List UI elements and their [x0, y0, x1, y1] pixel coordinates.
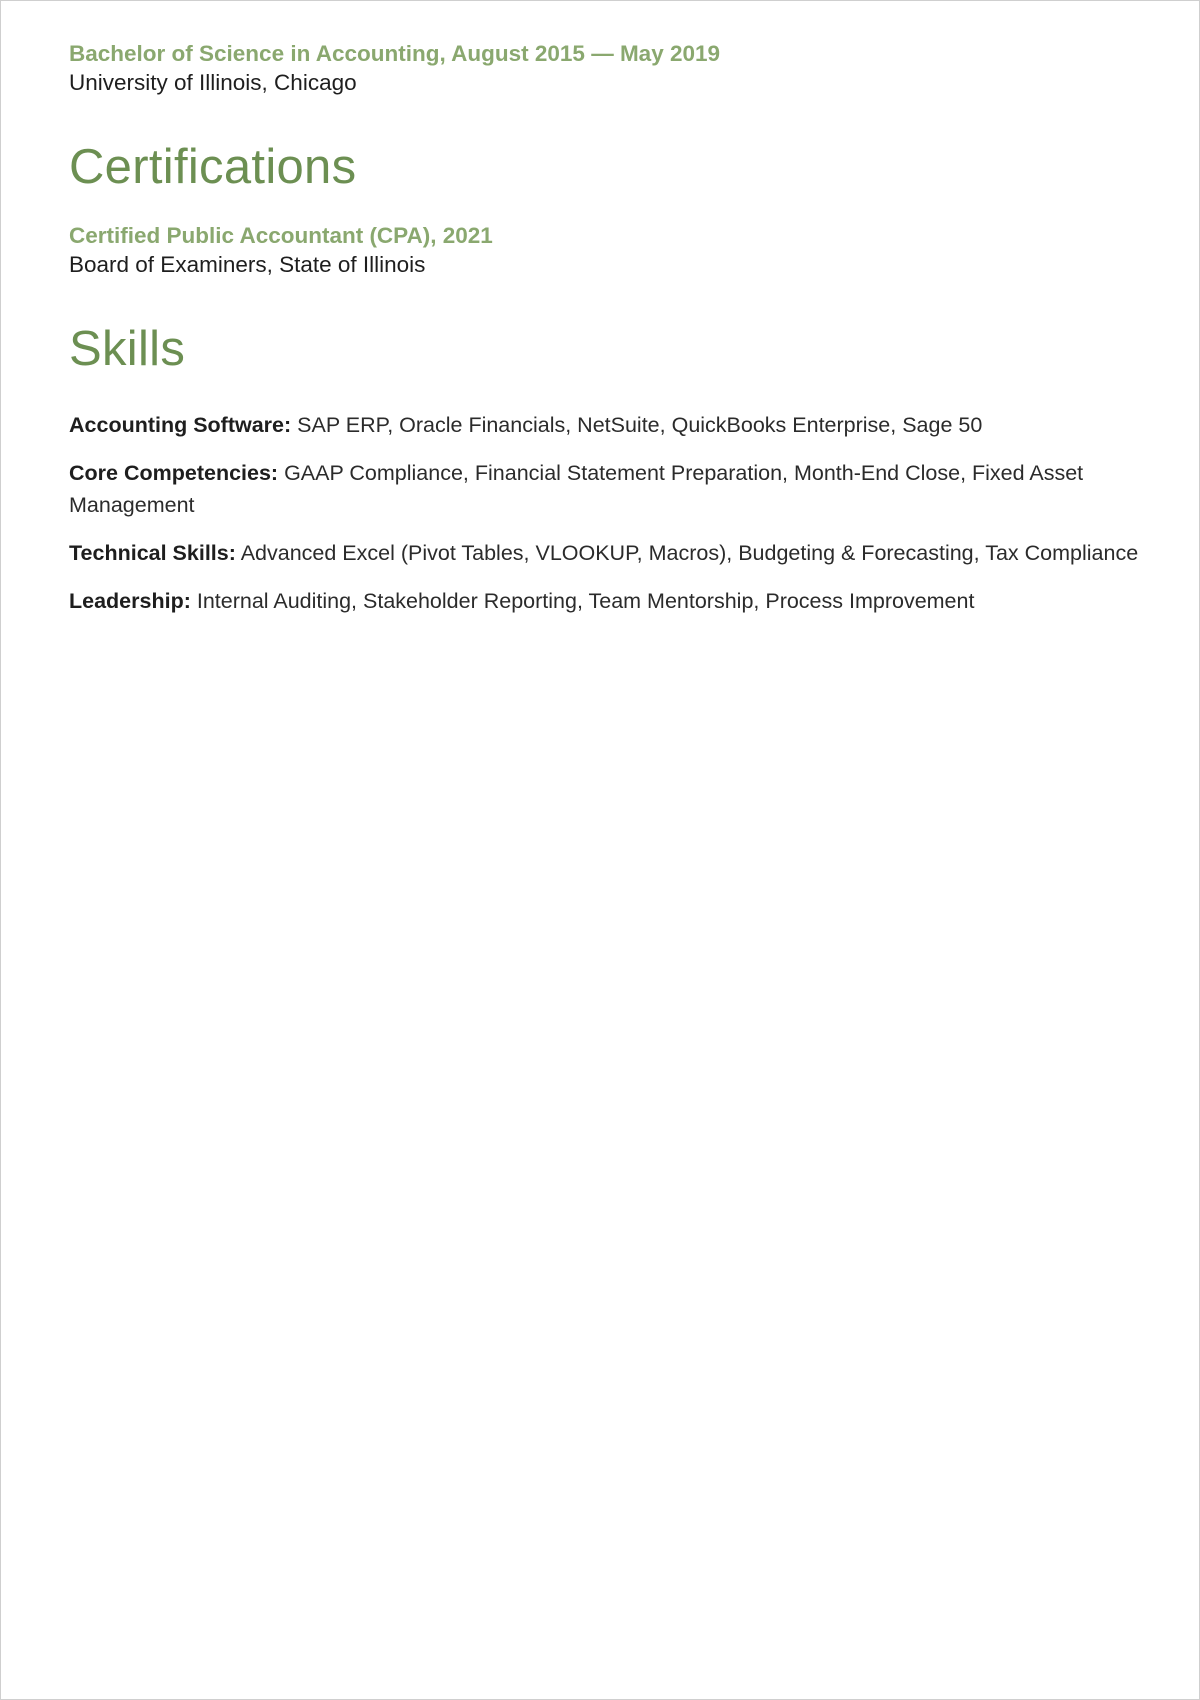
- skill-row-leadership: [69, 585, 1139, 617]
- skill-value: Advanced Excel (Pivot Tables, VLOOKUP, Macros), Budgeting & Forecasting, Tax Compliance: [240, 541, 1139, 565]
- skills-list: [69, 409, 1139, 617]
- skill-row-technical-skills: [69, 537, 1139, 569]
- education-title: Bachelor of Science in Accounting, August 2015 — May 2019: [69, 41, 721, 66]
- certification-entry: [69, 221, 1139, 279]
- education-institution: University of Illinois, Chicago: [69, 70, 357, 95]
- resume-content: [69, 39, 1139, 633]
- skill-label: Technical Skills:: [69, 541, 236, 565]
- skill-label: Accounting Software:: [69, 413, 292, 437]
- skill-row-accounting-software: [69, 409, 1139, 441]
- certification-title: Certified Public Accountant (CPA), 2021: [69, 223, 493, 248]
- certifications-heading: Certifications: [69, 140, 357, 194]
- skill-value: SAP ERP, Oracle Financials, NetSuite, QuickBooks Enterprise, Sage 50: [297, 413, 983, 437]
- skills-heading: Skills: [69, 322, 186, 376]
- education-entry: [69, 39, 1139, 97]
- skill-label: Leadership:: [69, 589, 191, 613]
- skill-row-core-competencies: [69, 457, 1139, 521]
- skill-value: GAAP Compliance, Financial Statement Preparation, Month-End Close, Fixed Asset Management: [69, 461, 1084, 517]
- skill-label: Core Competencies:: [69, 461, 279, 485]
- skill-value: Internal Auditing, Stakeholder Reporting, Team Mentorship, Process Improvement: [196, 589, 975, 613]
- certification-issuer: Board of Examiners, State of Illinois: [69, 252, 426, 277]
